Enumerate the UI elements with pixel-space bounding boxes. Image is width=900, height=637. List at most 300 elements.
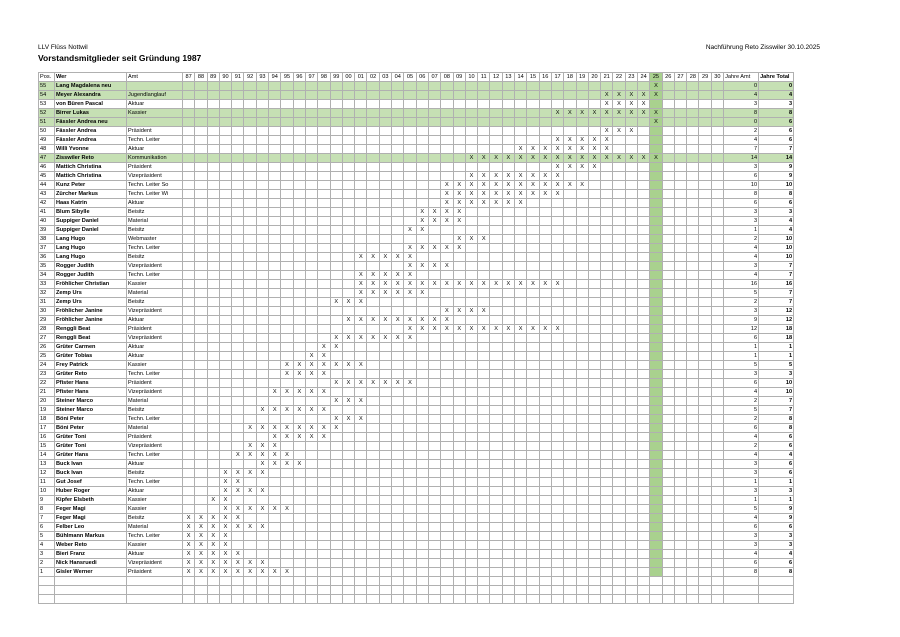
year-cell <box>576 532 588 541</box>
year-cell <box>699 271 711 280</box>
year-cell <box>293 559 305 568</box>
year-cell <box>183 505 195 514</box>
year-cell <box>650 406 662 415</box>
empty-cell <box>711 586 723 595</box>
year-cell <box>404 145 416 154</box>
year-mark: X <box>637 100 649 109</box>
year-cell <box>637 235 649 244</box>
year-cell <box>711 397 723 406</box>
year-cell <box>576 190 588 199</box>
row-name: Fröhlicher Janine <box>55 316 127 325</box>
year-mark: X <box>490 280 502 289</box>
year-cell <box>515 298 527 307</box>
year-cell <box>269 145 281 154</box>
year-mark: X <box>502 190 514 199</box>
year-cell <box>465 451 477 460</box>
year-cell <box>662 550 674 559</box>
year-cell <box>392 208 404 217</box>
year-cell <box>515 514 527 523</box>
year-cell <box>379 541 391 550</box>
year-cell <box>465 82 477 91</box>
year-cell <box>293 334 305 343</box>
year-cell <box>588 352 600 361</box>
year-cell <box>601 163 613 172</box>
row-name: Bieri Franz <box>55 550 127 559</box>
year-cell <box>564 289 576 298</box>
year-cell <box>502 253 514 262</box>
year-mark: X <box>576 136 588 145</box>
year-cell <box>404 91 416 100</box>
year-cell <box>601 496 613 505</box>
year-cell <box>293 262 305 271</box>
row-amt: Aktuar <box>127 343 183 352</box>
year-cell <box>478 271 490 280</box>
year-cell <box>219 424 231 433</box>
row-jahre-amt: 1 <box>724 226 759 235</box>
empty-cell <box>183 586 195 595</box>
year-cell <box>244 280 256 289</box>
year-cell <box>305 478 317 487</box>
year-cell <box>674 514 686 523</box>
year-mark: X <box>219 559 231 568</box>
empty-cell <box>256 577 268 586</box>
year-cell <box>711 145 723 154</box>
year-cell <box>478 514 490 523</box>
year-cell <box>515 406 527 415</box>
year-cell <box>428 496 440 505</box>
year-cell <box>379 100 391 109</box>
year-cell <box>269 325 281 334</box>
row-jahre-total: 7 <box>759 397 794 406</box>
year-cell <box>367 343 379 352</box>
empty-cell <box>318 595 330 604</box>
empty-cell <box>330 586 342 595</box>
row-jahre-amt: 3 <box>724 460 759 469</box>
empty-cell <box>502 577 514 586</box>
year-cell <box>293 136 305 145</box>
year-header: 24 <box>637 73 649 82</box>
year-cell <box>711 235 723 244</box>
year-mark: X <box>441 262 453 271</box>
year-cell <box>687 559 699 568</box>
year-cell <box>379 109 391 118</box>
year-cell <box>576 361 588 370</box>
year-cell <box>453 82 465 91</box>
year-mark: X <box>527 181 539 190</box>
year-cell <box>490 298 502 307</box>
year-cell <box>625 451 637 460</box>
year-mark: X <box>539 172 551 181</box>
empty-cell <box>527 595 539 604</box>
year-cell <box>404 361 416 370</box>
year-cell <box>601 532 613 541</box>
year-mark: X <box>367 289 379 298</box>
year-cell <box>269 379 281 388</box>
row-jahre-amt: 16 <box>724 280 759 289</box>
year-cell <box>601 190 613 199</box>
year-mark: X <box>392 280 404 289</box>
year-cell <box>588 199 600 208</box>
year-cell <box>379 460 391 469</box>
year-cell <box>244 208 256 217</box>
year-cell <box>539 451 551 460</box>
year-mark: X <box>453 217 465 226</box>
year-cell <box>379 406 391 415</box>
year-cell <box>490 82 502 91</box>
year-cell <box>342 289 354 298</box>
year-cell <box>588 280 600 289</box>
year-cell <box>342 235 354 244</box>
year-cell <box>687 550 699 559</box>
row-jahre-amt: 6 <box>724 424 759 433</box>
year-cell <box>183 307 195 316</box>
year-cell <box>392 343 404 352</box>
year-mark: X <box>256 469 268 478</box>
year-cell <box>269 244 281 253</box>
year-cell <box>330 118 342 127</box>
year-header: 27 <box>674 73 686 82</box>
year-cell <box>404 217 416 226</box>
year-mark: X <box>613 109 625 118</box>
year-cell <box>650 523 662 532</box>
row-jahre-total: 16 <box>759 280 794 289</box>
row-name: Kipfer Elsbeth <box>55 496 127 505</box>
year-cell <box>699 118 711 127</box>
year-cell <box>625 397 637 406</box>
row-name: Nick Hansruedi <box>55 559 127 568</box>
year-mark: X <box>551 280 563 289</box>
row-jahre-total: 3 <box>759 487 794 496</box>
year-cell <box>281 145 293 154</box>
year-cell <box>515 253 527 262</box>
year-cell <box>625 307 637 316</box>
update-note: Nachführung Reto Zisswiler 30.10.2025 <box>705 44 820 51</box>
empty-cell <box>711 595 723 604</box>
empty-cell <box>269 595 281 604</box>
year-cell <box>613 415 625 424</box>
year-cell <box>453 136 465 145</box>
year-cell <box>650 262 662 271</box>
year-cell <box>441 550 453 559</box>
year-cell <box>256 82 268 91</box>
year-cell <box>527 136 539 145</box>
year-cell <box>650 532 662 541</box>
year-cell <box>244 82 256 91</box>
year-cell <box>601 118 613 127</box>
year-cell <box>207 460 219 469</box>
year-cell <box>392 145 404 154</box>
row-pos: 36 <box>39 253 55 262</box>
year-cell <box>293 487 305 496</box>
year-cell <box>662 118 674 127</box>
year-cell <box>699 226 711 235</box>
year-mark: X <box>588 109 600 118</box>
row-jahre-total: 10 <box>759 388 794 397</box>
year-cell <box>305 442 317 451</box>
year-header: 98 <box>318 73 330 82</box>
year-cell <box>527 253 539 262</box>
year-cell <box>687 109 699 118</box>
year-cell <box>232 424 244 433</box>
empty-cell <box>576 595 588 604</box>
year-mark: X <box>576 109 588 118</box>
year-cell <box>367 100 379 109</box>
row-pos: 2 <box>39 559 55 568</box>
year-cell <box>355 541 367 550</box>
year-cell <box>392 478 404 487</box>
year-cell <box>269 127 281 136</box>
empty-cell <box>453 577 465 586</box>
year-cell <box>674 163 686 172</box>
year-cell <box>674 181 686 190</box>
year-cell <box>502 415 514 424</box>
year-mark: X <box>637 154 649 163</box>
year-cell <box>293 235 305 244</box>
year-cell <box>662 226 674 235</box>
year-cell <box>601 289 613 298</box>
row-name: Kunz Peter <box>55 181 127 190</box>
row-name: Renggli Beat <box>55 325 127 334</box>
year-cell <box>367 496 379 505</box>
year-cell <box>416 460 428 469</box>
empty-cell <box>342 586 354 595</box>
table-row <box>39 289 794 298</box>
row-pos: 10 <box>39 487 55 496</box>
year-mark: X <box>256 523 268 532</box>
year-cell <box>404 433 416 442</box>
year-cell <box>502 460 514 469</box>
year-cell <box>674 478 686 487</box>
year-cell <box>293 244 305 253</box>
year-cell <box>674 379 686 388</box>
year-cell <box>293 316 305 325</box>
year-cell <box>674 235 686 244</box>
row-name: Meyer Alexandra <box>55 91 127 100</box>
year-mark: X <box>244 451 256 460</box>
year-cell <box>416 307 428 316</box>
year-header: 10 <box>465 73 477 82</box>
year-cell <box>515 370 527 379</box>
year-cell <box>650 145 662 154</box>
year-cell <box>674 91 686 100</box>
year-cell <box>342 478 354 487</box>
year-cell <box>650 316 662 325</box>
year-cell <box>478 505 490 514</box>
year-cell <box>318 496 330 505</box>
row-pos: 11 <box>39 478 55 487</box>
year-cell <box>650 487 662 496</box>
year-cell <box>392 82 404 91</box>
year-cell <box>527 442 539 451</box>
year-cell <box>416 379 428 388</box>
year-cell <box>564 253 576 262</box>
year-cell <box>219 127 231 136</box>
year-cell <box>342 541 354 550</box>
empty-cell <box>269 586 281 595</box>
year-cell <box>699 379 711 388</box>
year-cell <box>588 262 600 271</box>
year-cell <box>490 217 502 226</box>
year-cell <box>515 523 527 532</box>
year-cell <box>662 388 674 397</box>
empty-cell <box>318 577 330 586</box>
year-cell <box>244 289 256 298</box>
year-cell <box>318 208 330 217</box>
year-cell <box>244 127 256 136</box>
year-cell <box>502 244 514 253</box>
year-cell <box>711 217 723 226</box>
empty-cell <box>650 577 662 586</box>
year-cell <box>404 235 416 244</box>
year-cell <box>551 541 563 550</box>
year-cell <box>293 325 305 334</box>
year-cell <box>699 370 711 379</box>
year-cell <box>404 568 416 577</box>
year-cell <box>269 361 281 370</box>
year-cell <box>650 559 662 568</box>
row-pos: 46 <box>39 163 55 172</box>
year-cell <box>342 388 354 397</box>
year-cell <box>318 172 330 181</box>
year-mark: X <box>588 136 600 145</box>
year-cell <box>232 397 244 406</box>
empty-cell <box>379 595 391 604</box>
year-cell <box>515 163 527 172</box>
year-cell <box>195 307 207 316</box>
year-cell <box>502 469 514 478</box>
year-mark: X <box>269 406 281 415</box>
year-cell <box>613 442 625 451</box>
year-cell <box>502 217 514 226</box>
year-cell <box>576 127 588 136</box>
year-cell <box>367 478 379 487</box>
year-cell <box>232 532 244 541</box>
year-cell <box>527 118 539 127</box>
year-mark: X <box>318 361 330 370</box>
year-cell <box>379 433 391 442</box>
year-mark: X <box>428 208 440 217</box>
year-cell <box>490 397 502 406</box>
year-cell <box>588 100 600 109</box>
empty-cell <box>515 595 527 604</box>
year-cell <box>219 460 231 469</box>
year-cell <box>330 181 342 190</box>
year-cell <box>625 541 637 550</box>
year-cell <box>625 469 637 478</box>
year-cell <box>269 469 281 478</box>
year-cell <box>318 514 330 523</box>
year-cell <box>207 388 219 397</box>
year-cell <box>650 388 662 397</box>
year-cell <box>613 433 625 442</box>
year-cell <box>662 541 674 550</box>
year-cell <box>281 541 293 550</box>
empty-cell <box>219 577 231 586</box>
year-cell <box>379 199 391 208</box>
year-cell <box>637 550 649 559</box>
row-jahre-total: 8 <box>759 424 794 433</box>
table-row <box>39 217 794 226</box>
year-cell <box>355 262 367 271</box>
year-cell <box>219 100 231 109</box>
empty-cell <box>428 595 440 604</box>
year-cell <box>699 568 711 577</box>
year-cell <box>478 352 490 361</box>
year-cell <box>699 388 711 397</box>
year-cell <box>404 469 416 478</box>
year-cell <box>232 280 244 289</box>
year-cell <box>588 478 600 487</box>
year-cell <box>625 352 637 361</box>
year-cell <box>539 514 551 523</box>
year-cell <box>625 415 637 424</box>
year-cell <box>662 262 674 271</box>
year-cell <box>330 109 342 118</box>
year-cell <box>293 208 305 217</box>
year-cell <box>551 370 563 379</box>
year-cell <box>428 91 440 100</box>
year-cell <box>478 109 490 118</box>
year-cell <box>613 352 625 361</box>
year-mark: X <box>441 181 453 190</box>
year-cell <box>699 460 711 469</box>
year-cell <box>687 469 699 478</box>
year-cell <box>478 208 490 217</box>
year-cell <box>367 244 379 253</box>
year-mark: X <box>453 181 465 190</box>
year-cell <box>576 199 588 208</box>
year-cell <box>564 550 576 559</box>
year-cell <box>625 190 637 199</box>
year-cell <box>613 397 625 406</box>
year-cell <box>330 514 342 523</box>
year-mark: X <box>539 325 551 334</box>
year-mark: X <box>232 487 244 496</box>
year-cell <box>416 541 428 550</box>
year-cell <box>244 334 256 343</box>
year-cell <box>392 163 404 172</box>
year-cell <box>183 496 195 505</box>
year-cell <box>293 343 305 352</box>
empty-cell <box>281 586 293 595</box>
year-cell <box>613 514 625 523</box>
year-cell <box>613 541 625 550</box>
row-amt: Kassier <box>127 496 183 505</box>
year-cell <box>588 298 600 307</box>
year-cell <box>244 217 256 226</box>
year-cell <box>330 451 342 460</box>
year-cell <box>527 307 539 316</box>
row-amt: Techn. Leiter <box>127 451 183 460</box>
year-cell <box>244 154 256 163</box>
empty-cell <box>428 586 440 595</box>
year-cell <box>711 100 723 109</box>
year-mark: X <box>453 208 465 217</box>
year-cell <box>269 478 281 487</box>
year-mark: X <box>342 334 354 343</box>
year-cell <box>564 118 576 127</box>
year-cell <box>428 136 440 145</box>
year-cell <box>576 325 588 334</box>
year-mark: X <box>502 172 514 181</box>
empty-cell <box>342 595 354 604</box>
empty-cell <box>687 577 699 586</box>
year-cell <box>613 379 625 388</box>
year-cell <box>674 244 686 253</box>
year-cell <box>539 388 551 397</box>
row-jahre-total: 18 <box>759 334 794 343</box>
year-cell <box>687 406 699 415</box>
